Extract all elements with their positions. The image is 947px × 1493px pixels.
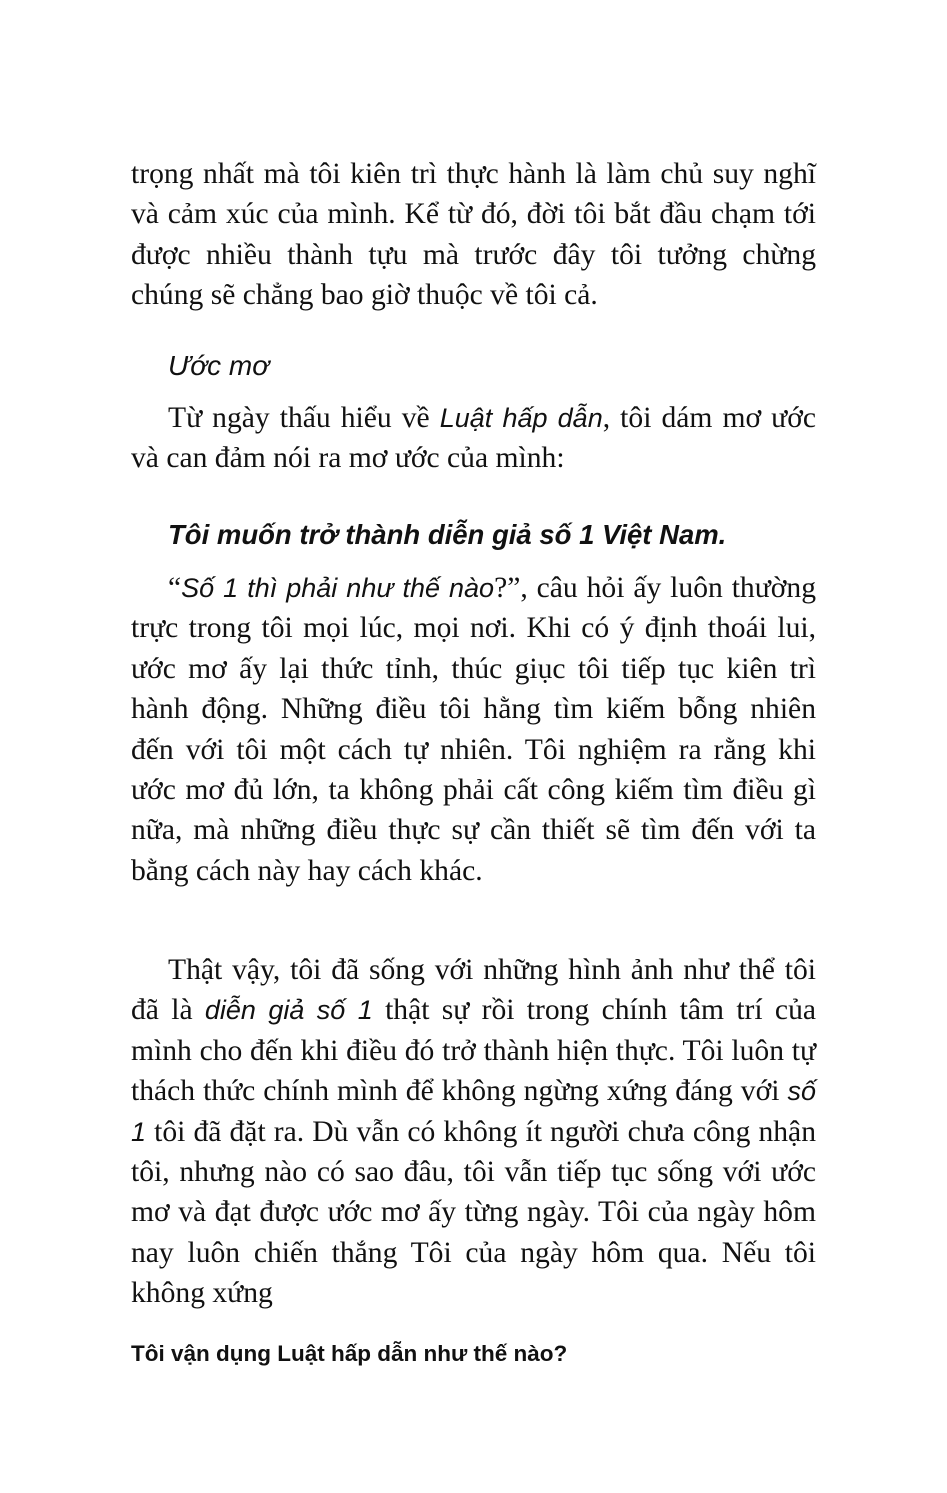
paragraph-text: “ [168, 572, 182, 604]
emphasis-luat-hap-dan: Luật hấp dẫn [439, 403, 603, 433]
emphasis-so-1: số 1 [131, 1076, 816, 1147]
running-footer-title: Tôi vận dụng Luật hấp dẫn như thế nào? [131, 1341, 568, 1366]
paragraph-text: Từ ngày thấu hiểu về [168, 402, 440, 434]
paragraph-luat-hap-dan [131, 398, 816, 479]
emphasis-dien-gia-so-1: diễn giả số 1 [204, 995, 373, 1026]
paragraph-text: ?”, câu hỏi ấy luôn thường trực trong tôi mọi lúc, mọi nơi. Khi có ý định thoái lui, ước mơ ấy lại thức tỉnh, thúc giục tôi tiếp tục kiên trì hành động. Những điều tôi hằng tìm kiếm bỗng nhiên đến với tôi một cách tự nhiên. Tôi nghiệm ra rằng khi ước mơ đủ lớn, ta không phải cất công kiếm tìm điều gì nữa, mà những điều thực sự cần thiết sẽ tìm đến với ta bằng cách này hay cách khác. [131, 572, 817, 887]
section-heading-uoc-mo: Ước mơ [168, 350, 270, 381]
paragraph-intro [131, 154, 816, 316]
paragraph-text: thật sự rồi trong chính tâm trí của mình cho đến khi điều đó trở thành hiện thực. Tôi luôn tự thách thức chính mình để không ngừng xứng đáng với [131, 994, 816, 1108]
paragraph-that-vay [131, 950, 816, 1314]
emphasis-so-1-question: Số 1 thì phải như thế nào [181, 573, 495, 603]
paragraph-so-1 [131, 568, 816, 891]
dream-statement: Tôi muốn trở thành diễn giả số 1 Việt Nam. [168, 519, 727, 550]
paragraph-intro-text: trọng nhất mà tôi kiên trì thực hành là làm chủ suy nghĩ và cảm xúc của mình. Kể từ đó, đời tôi bắt đầu chạm tới được nhiều thành tựu mà trước đây tôi tưởng chừng chúng sẽ chẳng bao giờ thuộc về tôi cả. [131, 158, 816, 312]
paragraph-text: , tôi dám mơ ước và can đảm nói ra mơ ước của mình: [131, 402, 817, 475]
paragraph-text: Thật vậy, tôi đã sống với những hình ảnh như thể tôi đã là [131, 954, 816, 1027]
paragraph-text: tôi đã đặt ra. Dù vẫn có không ít người chưa công nhận tôi, nhưng nào có sao đâu, tôi vẫn tiếp tục sống với ước mơ và đạt được ước mơ ấy từng ngày. Tôi của ngày hôm nay luôn chiến thắng Tôi của ngày hôm qua. Nếu tôi không xứng [131, 1115, 816, 1310]
